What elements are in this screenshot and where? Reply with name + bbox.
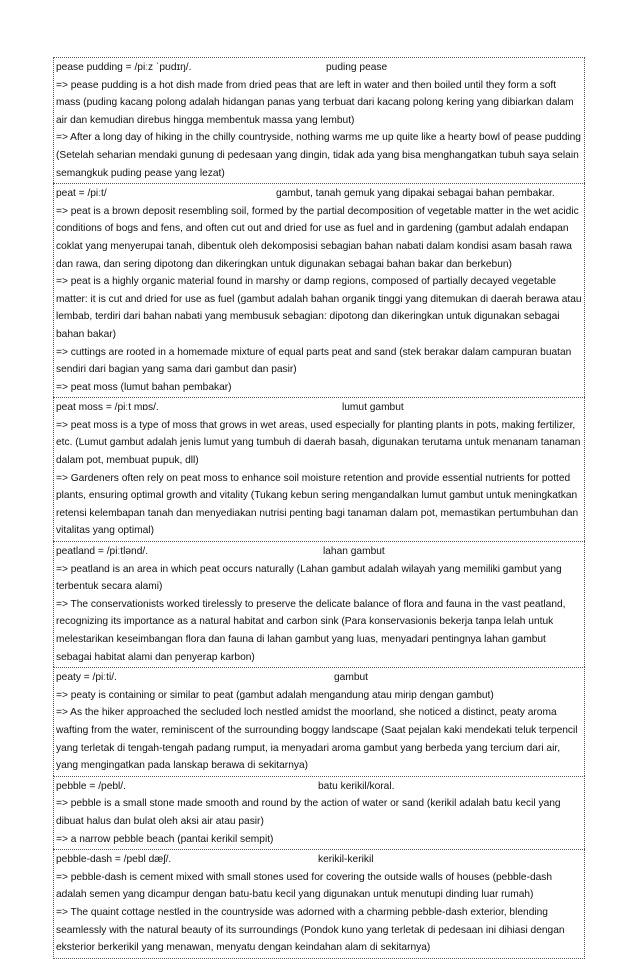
entry-definition-line: => The conservationists worked tirelessly to preserve the delicate balance of flora and fauna in the vast peatland, recognizing its importance as a natural habitat and carbon sink (Para konservasionis bekerja tanpa lelah untuk melestarikan keseimbangan flora dan fauna di lahan gambut yang luas, menyadari pentingnya lahan gambut sebagai habitat alami dan penyerap karbon) [56,598,566,663]
entry-heading [56,59,582,77]
dictionary-entry [53,776,585,849]
entry-definition-line: => peat moss is a type of moss that grows in wet areas, used especially for planting plants in pots, making fertilizer, etc. (Lumut gambut adalah jenis lumut yang tumbuh di daerah basah, digunakan terutama untuk menanam tanaman dalam pot, membuat pupuk, dll) [56,419,581,467]
entry-definition-line: => After a long day of hiking in the chilly countryside, nothing warms me up quite like a hearty bowl of pease pudding (Setelah seharian mendaki gunung di pedesaan yang dingin, tidak ada yang bisa menghangatkan tubuh saya selain semangkuk puding pease yang lezat) [56,132,581,179]
entry-heading [56,669,582,687]
entry-term: peat moss = /piːt mɒs/. [56,402,159,414]
entry-definition-line: => peat is a highly organic material found in marshy or damp regions, composed of partially decayed vegetable matter: it is cut and dried for use as fuel (gambut adalah bahan organik tinggi yang ditemukan di daerah berawa atau lembab, terdiri dari bahan nabati yang membusuk sebagian: dipotong dan dikeringkan untuk digunakan sebagai bahan bakar) [56,276,582,340]
dictionary-entry [53,667,585,776]
entry-definition-line: => pease pudding is a hot dish made from dried peas that are left in water and then boiled until they form a soft mass (puding kacang polong adalah hidangan panas yang terbuat dari kacang polong kering yang dibiarkan dalam air dan kemudian direbus hingga membentuk massa yang lembut) [56,79,574,126]
entry-translation: gambut, tanah gemuk yang dipakai sebagai bahan pembakar. [276,188,555,200]
entry-term: pease pudding = /piːz ˈpʊdɪŋ/. [56,62,192,73]
entry-heading [56,399,582,417]
entry-heading [56,185,582,203]
entry-translation: gambut [334,672,368,684]
entry-heading [56,778,582,796]
entry-term: pebble = /pebl/. [56,780,126,792]
entry-translation: kerikil-kerikil [318,854,374,866]
entry-definition-line: => The quaint cottage nestled in the countryside was adorned with a charming pebble-dash exterior, blending seamlessly with the natural beauty of its surroundings (Pondok kuno yang terletak di pedesaan ini dihiasi dengan eksterior berkerikil yang menawan, menyatu dengan keindahan alam di sekitarnya) [56,906,565,954]
entry-term: peatland = /piːtlənd/. [56,546,149,558]
dictionary-entry [53,541,585,667]
entry-heading [56,543,582,561]
dictionary-entry [53,397,585,541]
entry-translation: batu kerikil/koral. [318,780,395,792]
entry-definition-line: => As the hiker approached the secluded loch nestled amidst the moorland, she noticed a distinct, peaty aroma wafting from the water, reminiscent of the surrounding boggy landscape (Saat pejalan kaki mendekati teluk terpencil yang terletak di tengah-tengah padang rumput, ia menyadari aroma gambut yang berbeda yang tercium dari air, yang mengingatkan pada lanskap berawa di sekitarnya) [56,707,578,772]
dictionary-entry [53,183,585,397]
entry-definition-line: => peat moss (lumut bahan pembakar) [56,381,232,393]
dictionary-entry [53,57,585,183]
entry-definition-line: => cuttings are rooted in a homemade mixture of equal parts peat and sand (stek berakar dalam campuran buatan sendiri dari bagian yang sama dari gambut dan pasir) [56,346,572,376]
entry-term: pebble-dash = /pebl dæʃ/. [56,854,172,866]
entry-definition-line: => peat is a brown deposit resembling soil, formed by the partial decomposition of vegetable matter in the wet acidic conditions of bogs and fens, and often cut out and dried for use as fuel and in gardening (gambut adalah endapan coklat yang menyerupai tanah, dibentuk oleh dekomposisi sebagian bahan nabati dalam kondisi asam basah rawa dan rawa, dan sering dipotong dan dikeringkan untuk digunakan sebagai bahan bakar dan berkebun) [56,205,579,270]
entry-definition-line: => pebble is a small stone made smooth and round by the action of water or sand (kerikil adalah batu kecil yang dibuat halus dan bulat oleh aksi air atau pasir) [56,798,561,827]
dictionary-document [53,57,585,959]
entry-translation: lumut gambut [342,402,404,414]
entry-translation: lahan gambut [323,546,385,558]
entry-heading [56,851,582,869]
dictionary-entry [53,849,585,959]
entry-definition-line: => a narrow pebble beach (pantai kerikil sempit) [56,833,274,845]
entry-definition-line: => pebble-dash is cement mixed with small stones used for covering the outside walls of houses (pebble-dash adalah semen yang dicampur dengan batu-batu kecil yang digunakan untuk menutupi dinding luar rumah) [56,871,553,901]
entry-term: peat = /piːt/ [56,188,107,200]
entry-definition-line: => Gardeners often rely on peat moss to enhance soil moisture retention and provide essential nutrients for potted plants, ensuring optimal growth and vitality (Tukang kebun sering mengandalkan lumut gambut untuk meningkatkan retensi kelembapan tanah dan menyediakan nutrisi penting bagi tanaman dalam pot, memastikan pertumbuhan dan vitalitas yang optimal) [56,472,579,537]
entry-term: peaty = /piːti/. [56,672,117,684]
entry-translation: puding pease [326,62,388,73]
entry-definition-line: => peaty is containing or similar to peat (gambut adalah mengandung atau mirip dengan gambut) [56,689,494,701]
entry-definition-line: => peatland is an area in which peat occurs naturally (Lahan gambut adalah wilayah yang memiliki gambut yang terbentuk secara alami) [56,563,562,593]
